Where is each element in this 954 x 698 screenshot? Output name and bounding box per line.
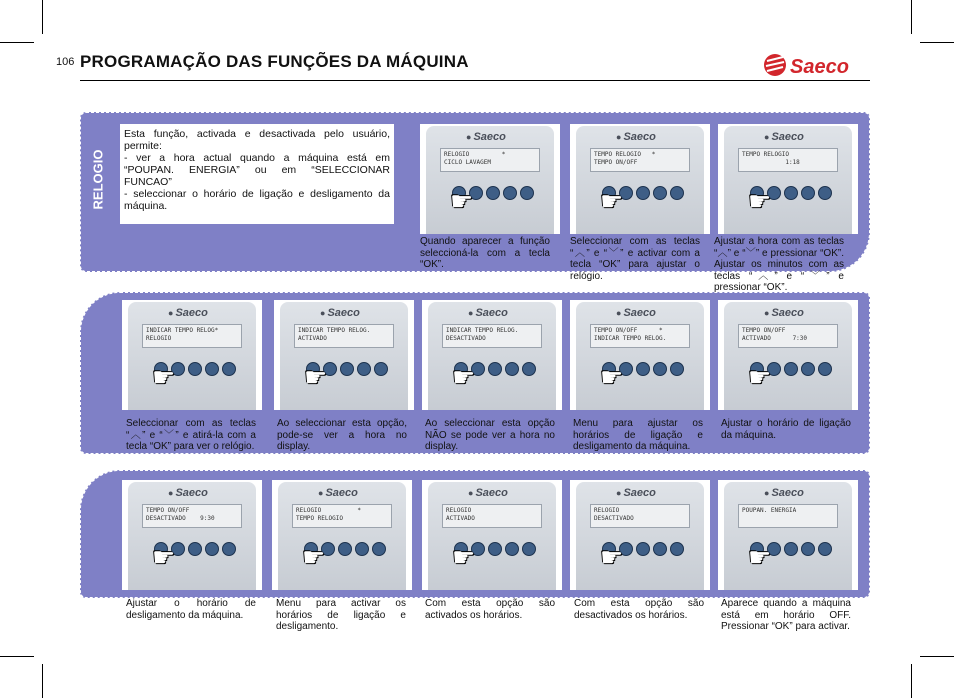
lcd-display [142,504,242,528]
machine-key [670,362,684,376]
logo-text: Saeco [790,56,849,78]
lcd-line-1: TEMPO RELOGIO * [594,151,656,158]
crop-mark [0,656,34,657]
lcd-line-1: INDICAR TEMPO RELOG* [146,327,219,334]
lcd-line-1: INDICAR TEMPO RELOG. [446,327,519,334]
panel-brand: ● Saeco [764,131,804,143]
crop-mark [42,664,43,698]
machine-front [428,302,556,410]
hand-pointer-icon: ☛ [304,362,328,392]
lcd-line-1: TEMPO ON/OFF * [594,327,663,334]
lcd-display [590,324,690,348]
machine-key [520,186,534,200]
machine-panel [122,300,262,410]
saeco-logo-icon [762,51,874,79]
intro-text [120,124,394,224]
lcd-line-2: TEMPO ON/OFF [594,159,638,166]
machine-key [488,362,502,376]
lcd-line-2: CICLO LAVAGEM [444,159,491,166]
machine-panel [718,480,858,590]
machine-key [340,362,354,376]
lcd-line-1: RELOGIO * [296,507,362,514]
machine-key [653,362,667,376]
machine-key [486,186,500,200]
lcd-line-2: DESACTIVADO 9:30 [146,515,215,522]
machine-panel [272,480,412,590]
machine-key [784,186,798,200]
machine-key [488,542,502,556]
step-caption: Seleccionar com as teclas “︿” e “﹀” e atirá-la com a tecla “OK” para ver o relógio. [126,418,256,452]
step-caption: Quando aparecer a função seleccioná-la com a tecla “OK”. [420,236,550,270]
hand-pointer-icon: ☛ [748,542,772,572]
step-caption: Ao seleccionar esta opção NÃO se pode ver a hora no display. [425,418,555,452]
crop-mark [0,42,34,43]
intro-line: - seleccionar o horário de ligação e desligamento da máquina. [124,188,390,212]
lcd-line-2: POUPAN. ENERGIA [742,507,797,514]
machine-key [338,542,352,556]
machine-panel [422,300,562,410]
panel-brand: ● Saeco [616,307,656,319]
machine-key [505,542,519,556]
step-caption: Seleccionar com as teclas “︿” e “﹀” e activar com a tecla “OK” para ajustar o relógio. [570,236,700,282]
hand-pointer-icon: ☛ [452,362,476,392]
machine-key [801,186,815,200]
lcd-line-2: DESACTIVADO [446,335,486,342]
hand-pointer-icon: ☛ [600,362,624,392]
machine-front [576,126,704,234]
crop-mark [911,664,912,698]
lcd-line-1: TEMPO ON/OFF [742,327,786,334]
step-caption: Ajustar o horário de desligamento da máquina. [126,598,256,621]
lcd-line-2: ACTIVADO [446,515,475,522]
page-title: PROGRAMAÇÃO DAS FUNÇÕES DA MÁQUINA [80,52,469,71]
machine-front [724,482,852,590]
lcd-display [142,324,242,348]
lcd-display [738,148,838,172]
crop-mark [911,0,912,34]
machine-key [818,542,832,556]
page-number: 106 [56,56,75,68]
hand-pointer-icon: ☛ [452,542,476,572]
panel-brand: ● Saeco [468,307,508,319]
machine-front [426,126,554,234]
panel-brand: ● Saeco [466,131,506,143]
lcd-line-1: RELOGIO * [444,151,506,158]
machine-front [576,302,704,410]
lcd-display [442,504,542,528]
machine-panel [718,300,858,410]
lcd-display [738,504,838,528]
lcd-display [292,504,392,528]
lcd-line-2: INDICAR TEMPO RELOG. [594,335,667,342]
crop-mark [42,0,43,34]
hand-pointer-icon: ☛ [152,542,176,572]
hand-pointer-icon: ☛ [748,362,772,392]
machine-key [636,542,650,556]
machine-key [205,542,219,556]
machine-panel [570,300,710,410]
machine-panel [570,480,710,590]
machine-key [670,542,684,556]
machine-key [670,186,684,200]
machine-key [222,542,236,556]
step-caption: Ajustar a hora com as teclas “︿” e “﹀” e pressionar “OK”. Ajustar os minutos com as teclas “︿” e “﹀” e pressionar “OK”. [714,236,844,293]
lcd-line-1: INDICAR TEMPO RELOG. [298,327,371,334]
machine-key [522,362,536,376]
panel-brand: ● Saeco [616,487,656,499]
machine-key [784,362,798,376]
lcd-line-1: TEMPO ON/OFF [146,507,190,514]
step-caption: Ajustar o horário de ligação da máquina. [721,418,851,441]
machine-key [188,362,202,376]
lcd-display [590,504,690,528]
lcd-line-2: TEMPO RELOGIO [296,515,343,522]
lcd-line-2: ACTIVADO [298,335,327,342]
machine-front [428,482,556,590]
machine-key [653,186,667,200]
machine-key [374,362,388,376]
panel-brand: ● Saeco [764,307,804,319]
panel-brand: ● Saeco [168,307,208,319]
machine-key [801,362,815,376]
machine-panel [274,300,414,410]
panel-brand: ● Saeco [616,131,656,143]
machine-key [357,362,371,376]
header-rule [80,80,870,81]
machine-key [653,542,667,556]
machine-panel [422,480,562,590]
machine-panel [420,124,560,234]
lcd-line-2: 1:18 [742,159,800,166]
lcd-display [590,148,690,172]
lcd-line-1: RELOGIO [594,507,620,514]
machine-key [205,362,219,376]
intro-line: - ver a hora actual quando a máquina está em “POUPAN. ENERGIA” ou em “SELECCIONAR FUNCAO” [124,152,390,188]
hand-pointer-icon: ☛ [748,186,772,216]
machine-panel [570,124,710,234]
lcd-line-1: TEMPO RELOGIO [742,151,789,158]
lcd-display [440,148,540,172]
machine-front [280,302,408,410]
lcd-line-1: RELOGIO [446,507,472,514]
machine-key [636,186,650,200]
lcd-display [442,324,542,348]
machine-front [576,482,704,590]
machine-front [278,482,406,590]
section-label: RELOGIO [90,149,106,210]
machine-key [522,542,536,556]
step-caption: Com esta opção são desactivados os horários. [574,598,704,621]
lcd-line-2: ACTIVADO 7:30 [742,335,808,342]
machine-key [188,542,202,556]
machine-key [818,186,832,200]
panel-brand: ● Saeco [168,487,208,499]
panel-brand: ● Saeco [320,307,360,319]
step-caption: Menu para activar os horários de ligação e desligamento. [276,598,406,632]
machine-panel [718,124,858,234]
step-caption: Com esta opção são activados os horários. [425,598,555,621]
panel-brand: ● Saeco [318,487,358,499]
machine-front [128,482,256,590]
lcd-display [294,324,394,348]
crop-mark [920,656,954,657]
machine-key [818,362,832,376]
hand-pointer-icon: ☛ [302,542,326,572]
machine-front [724,302,852,410]
intro-line: Esta função, activada e desactivada pelo usuário, permite: [124,128,390,152]
hand-pointer-icon: ☛ [450,186,474,216]
lcd-line-2: DESACTIVADO [594,515,634,522]
machine-key [503,186,517,200]
machine-key [355,542,369,556]
machine-key [505,362,519,376]
crop-mark [920,42,954,43]
lcd-display [738,324,838,348]
machine-key [372,542,386,556]
hand-pointer-icon: ☛ [152,362,176,392]
machine-key [784,542,798,556]
machine-panel [122,480,262,590]
hand-pointer-icon: ☛ [600,542,624,572]
machine-front [128,302,256,410]
machine-key [222,362,236,376]
saeco-logo [762,51,874,79]
step-caption: Aparece quando a máquina está em horário OFF. Pressionar “OK” para activar. [721,598,851,632]
hand-pointer-icon: ☛ [600,186,624,216]
step-caption: Ao seleccionar esta opção, pode-se ver a hora no display. [277,418,407,452]
machine-key [636,362,650,376]
lcd-line-2: RELOGIO [146,335,172,342]
step-caption: Menu para ajustar os horários de ligação e desligamento da máquina. [573,418,703,452]
machine-key [801,542,815,556]
panel-brand: ● Saeco [468,487,508,499]
machine-front [724,126,852,234]
panel-brand: ● Saeco [764,487,804,499]
